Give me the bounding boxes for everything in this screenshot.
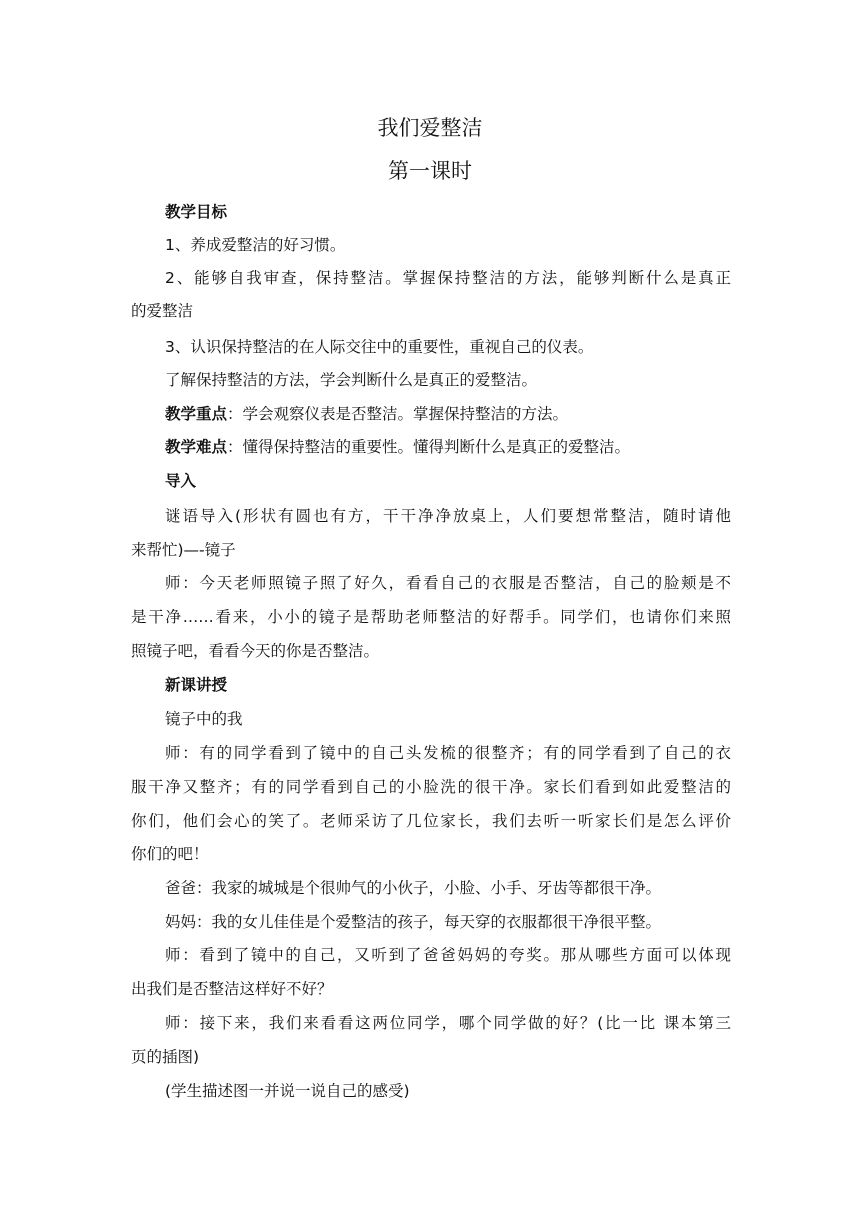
mom-comment: 妈妈：我的女儿佳佳是个爱整洁的孩子，每天穿的衣服都很干净很平整。 [165, 913, 662, 931]
teacher-4-line-2: 页的插图) [131, 1048, 200, 1066]
intro-heading: 导入 [165, 472, 197, 490]
teacher-3-line-2: 出我们是否整洁这样好不好？ [131, 980, 333, 998]
teacher-3-line-1: 师：看到了镜中的自己，又听到了爸爸妈妈的夸奖。那从哪些方面可以体现 [165, 946, 731, 964]
key-point-text: ：学会观察仪表是否整洁。掌握保持整洁的方法。 [227, 405, 569, 423]
intro-line-2: 来帮忙)—-镜子 [131, 541, 236, 559]
goal-3: 3、认识保持整洁的在人际交往中的重要性，重视自己的仪表。 [165, 338, 594, 356]
teacher-1-line-1: 师：今天老师照镜子照了好久，看看自己的衣服是否整洁，自己的脸颊是不 [165, 574, 731, 592]
intro-line-1: 谜语导入(形状有圆也有方，干干净净放桌上，人们要想常整洁，随时请他 [165, 507, 731, 525]
mirror-heading: 镜子中的我 [165, 710, 243, 728]
goal-2-line-1: 2、能够自我审查，保持整洁。掌握保持整洁的方法，能够判断什么是真正 [165, 269, 731, 287]
teacher-2-line-1: 师：有的同学看到了镜中的自己头发梳的很整齐；有的同学看到了自己的衣 [165, 744, 731, 762]
difficult-point-label: 教学难点 [165, 438, 228, 456]
goal-2-line-2: 的爱整洁 [131, 302, 194, 320]
teacher-2-line-4: 你们的吧！ [131, 845, 209, 863]
teacher-2-line-3: 你们，他们会心的笑了。老师采访了几位家长，我们去听一听家长们是怎么评价 [131, 812, 731, 830]
document-title: 我们爱整洁 [377, 116, 483, 140]
key-point-label: 教学重点 [165, 405, 228, 423]
student-activity: (学生描述图一并说一说自己的感受) [165, 1082, 410, 1100]
teacher-1-line-2: 是干净……看来，小小的镜子是帮助老师整洁的好帮手。同学们，也请你们来照 [131, 608, 731, 626]
goal-extra: 了解保持整洁的方法，学会判断什么是真正的爱整洁。 [165, 371, 538, 389]
new-lesson-heading: 新课讲授 [165, 676, 228, 694]
teacher-2-line-2: 服干净又整齐；有的同学看到自己的小脸洗的很干净。家长们看到如此爱整洁的 [131, 778, 731, 796]
difficult-point-text: ：懂得保持整洁的重要性。懂得判断什么是真正的爱整洁。 [227, 438, 631, 456]
difficult-point [165, 436, 630, 458]
teacher-1-line-3: 照镜子吧，看看今天的你是否整洁。 [131, 642, 380, 660]
goal-1: 1、养成爱整洁的好习惯。 [165, 236, 346, 254]
lesson-subtitle: 第一课时 [388, 159, 472, 183]
goals-heading: 教学目标 [165, 203, 228, 221]
key-point [165, 403, 568, 425]
dad-comment: 爸爸：我家的城城是个很帅气的小伙子，小脸、小手、牙齿等都很干净。 [165, 879, 662, 897]
teacher-4-line-1: 师：接下来，我们来看看这两位同学，哪个同学做的好？(比一比 课本第三 [165, 1014, 731, 1032]
